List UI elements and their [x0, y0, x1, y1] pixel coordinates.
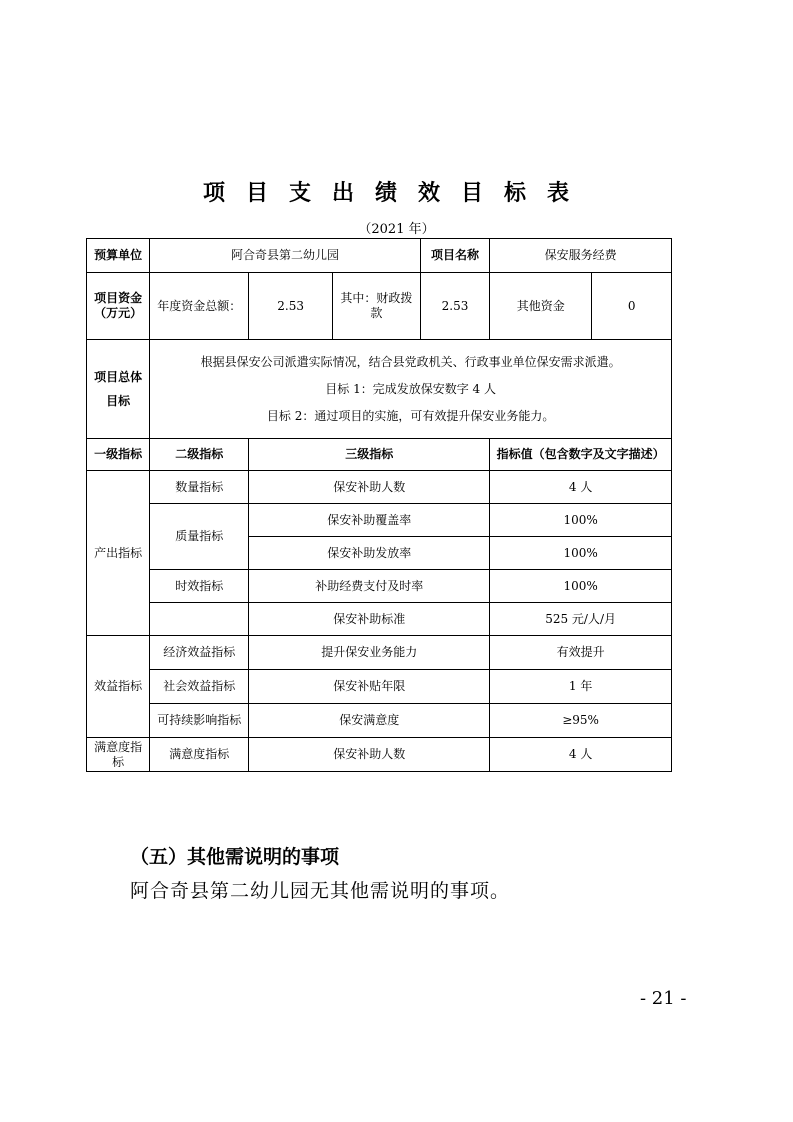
level2-cell: 满意度指标	[150, 738, 249, 772]
project-name-value: 保安服务经费	[490, 239, 672, 273]
value-cell: 1 年	[490, 670, 672, 704]
fiscal-value: 2.53	[420, 273, 489, 340]
level1-output: 产出指标	[87, 471, 150, 636]
table-row	[87, 340, 672, 439]
level3-cell: 保安补助覆盖率	[249, 504, 490, 537]
level3-cell: 保安补助标准	[249, 603, 490, 636]
value-cell: 有效提升	[490, 636, 672, 670]
fund-label: 项目资金（万元）	[87, 273, 150, 340]
annual-total-label: 年度资金总额：	[150, 273, 249, 340]
page-number: - 21 -	[640, 988, 687, 1009]
goal-label: 项目总体目标	[87, 340, 150, 439]
level3-cell: 补助经费支付及时率	[249, 570, 490, 603]
table-row	[87, 636, 672, 670]
table-row	[87, 570, 672, 603]
value-cell: 100%	[490, 504, 672, 537]
level1-satisfaction: 满意度指标	[87, 738, 150, 772]
table-row	[87, 471, 672, 504]
level2-cell: 质量指标	[150, 504, 249, 570]
level3-cell: 保安补助发放率	[249, 537, 490, 570]
level3-cell: 保安补助人数	[249, 738, 490, 772]
level2-cell: 经济效益指标	[150, 636, 249, 670]
level2-cell: 数量指标	[150, 471, 249, 504]
value-cell: 100%	[490, 537, 672, 570]
section-heading: （五）其他需说明的事项	[130, 846, 340, 868]
goal-line: 目标 1：完成发放保安数字 4 人	[325, 381, 496, 396]
level3-cell: 保安补贴年限	[249, 670, 490, 704]
page-title: 项目支出绩效目标表	[202, 181, 590, 206]
table-row	[87, 670, 672, 704]
header-value: 指标值（包含数字及文字描述）	[490, 439, 672, 471]
level3-cell: 保安补助人数	[249, 471, 490, 504]
value-cell: 4 人	[490, 738, 672, 772]
level1-benefit: 效益指标	[87, 636, 150, 738]
project-name-label: 项目名称	[420, 239, 489, 273]
level2-cell	[150, 603, 249, 636]
annual-total-value: 2.53	[249, 273, 333, 340]
table-row	[87, 273, 672, 340]
header-level2: 二级指标	[150, 439, 249, 471]
level3-cell: 保安满意度	[249, 704, 490, 738]
goal-content	[150, 340, 672, 439]
header-level1: 一级指标	[87, 439, 150, 471]
table-header-row	[87, 439, 672, 471]
table-row	[87, 239, 672, 273]
level3-cell: 提升保安业务能力	[249, 636, 490, 670]
table-row	[87, 603, 672, 636]
budget-unit-label: 预算单位	[87, 239, 150, 273]
header-level3: 三级指标	[249, 439, 490, 471]
value-cell: 525 元/人/月	[490, 603, 672, 636]
other-funds-value: 0	[592, 273, 672, 340]
table-row	[87, 704, 672, 738]
budget-unit-value: 阿合奇县第二幼儿园	[150, 239, 421, 273]
section-paragraph: 阿合奇县第二幼儿园无其他需说明的事项。	[130, 880, 511, 902]
goal-line: 根据县保安公司派遣实际情况，结合县党政机关、行政事业单位保安需求派遣。	[200, 354, 621, 369]
value-cell: 4 人	[490, 471, 672, 504]
table-row	[87, 504, 672, 537]
performance-target-table	[86, 238, 672, 772]
goal-line: 目标 2：通过项目的实施，可有效提升保安业务能力。	[266, 408, 555, 423]
fiscal-label: 其中：财政拨款	[333, 273, 421, 340]
other-funds-label: 其他资金	[490, 273, 592, 340]
year-label: （2021 年）	[358, 222, 435, 237]
level2-cell: 社会效益指标	[150, 670, 249, 704]
level2-cell: 时效指标	[150, 570, 249, 603]
table-row	[87, 738, 672, 772]
value-cell: 100%	[490, 570, 672, 603]
level2-cell: 可持续影响指标	[150, 704, 249, 738]
value-cell: ≥95%	[490, 704, 672, 738]
